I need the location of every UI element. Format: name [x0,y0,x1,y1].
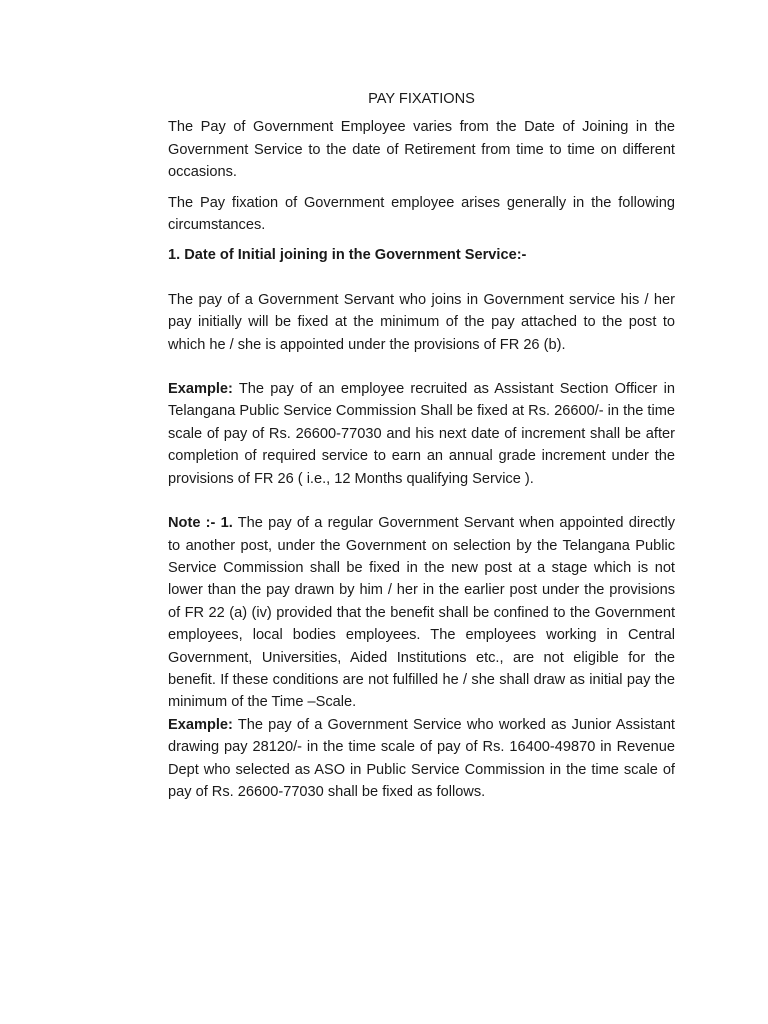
note-label: Note :- 1. [168,515,233,532]
section-1-heading [168,244,675,266]
note-example [168,714,675,804]
document-page [168,88,675,803]
section-1-heading-text: 1. Date of Initial joining in the Government Service:- [168,247,527,264]
page-title: PAY FIXATIONS [368,91,475,107]
note-paragraph [168,512,675,714]
note-example-text: The pay of a Government Service who worked as Junior Assistant drawing pay 28120/- in the time scale of pay of Rs. 16400-49870 in Revenue Dept who selected as ASO in Public Service Commission in the time scale of pay of Rs. 26600-77030 shall be fixed as follows. [168,716,675,800]
example-label: Example: [168,381,233,398]
example-text: The pay of an employee recruited as Assistant Section Officer in Telangana Public Service Commission Shall be fixed at Rs. 26600/- in the time scale of pay of Rs. 26600-77030 and his next date of increment shall be after completion of required service to earn an annual grade increment under the provisions of FR 26 ( i.e., 12 Months qualifying Service ). [168,381,675,487]
intro-paragraph-2: The Pay fixation of Government employee arises generally in the following circumstances. [168,194,675,234]
section-1-paragraph: The pay of a Government Servant who joins in Government service his / her pay initially will be fixed at the minimum of the pay attached to the post to which he / she is appointed under the provisions of FR 26 (b). [168,291,675,353]
note-example-label: Example: [168,716,233,733]
intro-paragraph-1: The Pay of Government Employee varies from the Date of Joining in the Government Service to the date of Retirement from time to time on different occasions. [168,119,675,181]
note-text: The pay of a regular Government Servant when appointed directly to another post, under the Government on selection by the Telangana Public Service Commission shall be fixed in the new post at a stage which is not lower than the pay drawn by him / her in the earlier post under the provisions of FR 22 (a) (iv) provided that the benefit shall be confined to the Government employees, local bodies employees. The employees working in Central Government, Universities, Aided Institutions etc., are not eligible for the benefit. If these conditions are not fulfilled he / she shall draw as initial pay the minimum of the Time –Scale. [168,515,675,711]
section-1-example [168,378,675,490]
